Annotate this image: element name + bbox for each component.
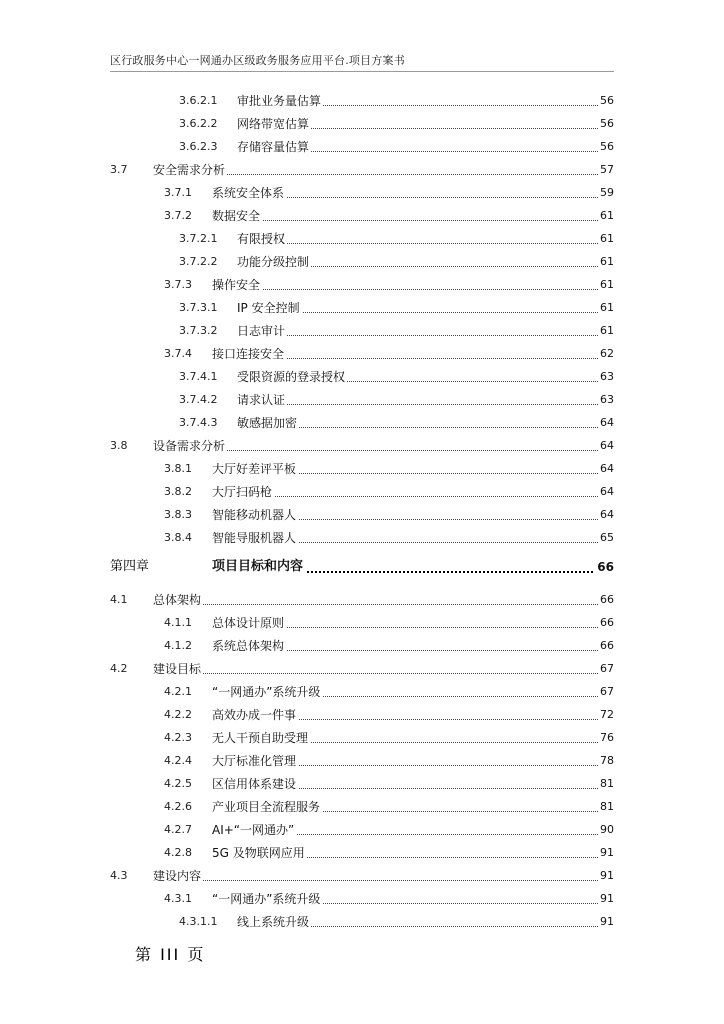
toc-entry[interactable] bbox=[0, 505, 724, 525]
toc-dot-leader bbox=[237, 335, 612, 336]
toc-entry-title: 总体设计原则 bbox=[212, 613, 286, 633]
toc-entry-page: 56 bbox=[598, 114, 614, 134]
toc-entry-page: 64 bbox=[598, 436, 614, 456]
toc-entry[interactable] bbox=[0, 705, 724, 725]
toc-entry-title: 有限授权 bbox=[237, 229, 287, 249]
toc-entry-number: 3.7.3.1 bbox=[179, 301, 218, 314]
toc-entry[interactable] bbox=[0, 436, 724, 456]
toc-entry[interactable] bbox=[0, 459, 724, 479]
toc-entry[interactable] bbox=[0, 659, 724, 679]
toc-entry-number: 3.7.3.2 bbox=[179, 324, 218, 337]
toc-entry-title: 受限资源的登录授权 bbox=[237, 367, 347, 387]
toc-entry-page: 61 bbox=[598, 252, 614, 272]
toc-entry[interactable] bbox=[0, 590, 724, 610]
toc-entry-title: 存储容量估算 bbox=[237, 137, 311, 157]
toc-entry[interactable] bbox=[0, 344, 724, 364]
toc-entry-number: 3.8 bbox=[110, 439, 128, 452]
toc-entry-title: 总体架构 bbox=[153, 590, 203, 610]
toc-entry-number: 3.6.2.1 bbox=[179, 94, 218, 107]
toc-entry-page: 61 bbox=[598, 229, 614, 249]
toc-entry-page: 81 bbox=[598, 797, 614, 817]
toc-entry-title: “一网通办”系统升级 bbox=[212, 682, 322, 702]
toc-entry-page: 63 bbox=[598, 367, 614, 387]
toc-entry-title: 大厅好差评平板 bbox=[212, 459, 298, 479]
toc-dot-leader bbox=[237, 404, 612, 405]
toc-entry-title: 设备需求分析 bbox=[153, 436, 227, 456]
toc-entry-number: 4.3 bbox=[110, 869, 128, 882]
toc-entry-number: 4.3.1.1 bbox=[179, 915, 218, 928]
header-divider bbox=[110, 71, 614, 72]
toc-entry-number: 3.8.4 bbox=[164, 531, 192, 544]
toc-chapter-entry[interactable] bbox=[0, 555, 724, 579]
toc-entry-title: 系统总体架构 bbox=[212, 636, 286, 656]
toc-entry-page: 66 bbox=[598, 636, 614, 656]
toc-entry[interactable] bbox=[0, 889, 724, 909]
toc-entry-title: 智能导服机器人 bbox=[212, 528, 298, 548]
toc-entry[interactable] bbox=[0, 728, 724, 748]
toc-entry-page: 64 bbox=[598, 505, 614, 525]
toc-entry-title: 接口连接安全 bbox=[212, 344, 286, 364]
toc-entry-number: 4.2.5 bbox=[164, 777, 192, 790]
toc-dot-leader bbox=[212, 289, 612, 290]
toc-entry-number: 3.8.2 bbox=[164, 485, 192, 498]
toc-entry-page: 61 bbox=[598, 275, 614, 295]
toc-entry-page: 76 bbox=[598, 728, 614, 748]
toc-entry[interactable] bbox=[0, 413, 724, 433]
toc-entry-page: 64 bbox=[598, 459, 614, 479]
toc-dot-leader bbox=[153, 604, 612, 605]
toc-entry-number: 3.7.2 bbox=[164, 209, 192, 222]
toc-entry-page: 64 bbox=[598, 413, 614, 433]
toc-entry-page: 91 bbox=[598, 889, 614, 909]
toc-entry[interactable] bbox=[0, 636, 724, 656]
toc-entry-number: 3.7.4.3 bbox=[179, 416, 218, 429]
toc-entry-title: 系统安全体系 bbox=[212, 183, 286, 203]
toc-entry-page: 81 bbox=[598, 774, 614, 794]
toc-entry-title: 建设内容 bbox=[153, 866, 203, 886]
toc-entry[interactable] bbox=[0, 367, 724, 387]
toc-entry-number: 4.2.8 bbox=[164, 846, 192, 859]
toc-entry-number: 4.2.3 bbox=[164, 731, 192, 744]
toc-dot-leader bbox=[153, 673, 612, 674]
toc-entry[interactable] bbox=[0, 183, 724, 203]
toc-entry-title: “一网通办”系统升级 bbox=[212, 889, 322, 909]
toc-entry[interactable] bbox=[0, 206, 724, 226]
toc-entry-page: 61 bbox=[598, 321, 614, 341]
toc-entry-number: 4.1.1 bbox=[164, 616, 192, 629]
toc-entry-title: 数据安全 bbox=[212, 206, 262, 226]
toc-entry-title: IP 安全控制 bbox=[237, 298, 302, 318]
toc-entry[interactable] bbox=[0, 843, 724, 863]
toc-entry-page: 67 bbox=[598, 659, 614, 679]
toc-entry-title: 高效办成一件事 bbox=[212, 705, 298, 725]
toc-entry-title: 大厅扫码枪 bbox=[212, 482, 274, 502]
toc-entry-title: 5G 及物联网应用 bbox=[212, 843, 307, 863]
toc-entry-title: 安全需求分析 bbox=[153, 160, 227, 180]
toc-entry[interactable] bbox=[0, 866, 724, 886]
toc-entry[interactable] bbox=[0, 912, 724, 932]
toc-entry-number: 3.7.4.1 bbox=[179, 370, 218, 383]
toc-entry[interactable] bbox=[0, 321, 724, 341]
toc-entry-page: 67 bbox=[598, 682, 614, 702]
toc-entry-number: 3.7.1 bbox=[164, 186, 192, 199]
toc-entry-title: 大厅标准化管理 bbox=[212, 751, 298, 771]
toc-entry-title: 审批业务量估算 bbox=[237, 91, 323, 111]
toc-dot-leader bbox=[212, 220, 612, 221]
toc-entry-number: 4.2 bbox=[110, 662, 128, 675]
toc-entry[interactable] bbox=[0, 91, 724, 111]
toc-entry-number: 3.7.3 bbox=[164, 278, 192, 291]
toc-entry-title: 功能分级控制 bbox=[237, 252, 311, 272]
toc-entry[interactable] bbox=[0, 252, 724, 272]
toc-entry-page: 64 bbox=[598, 482, 614, 502]
toc-entry-page: 63 bbox=[598, 390, 614, 410]
toc-entry[interactable] bbox=[0, 528, 724, 548]
toc-entry[interactable] bbox=[0, 114, 724, 134]
toc-entry-page: 91 bbox=[598, 912, 614, 932]
toc-entry[interactable] bbox=[0, 160, 724, 180]
toc-entry-title: 产业项目全流程服务 bbox=[212, 797, 322, 817]
toc-entry-page: 78 bbox=[598, 751, 614, 771]
toc-entry-number: 4.2.4 bbox=[164, 754, 192, 767]
page-number-footer: 第 III 页 bbox=[135, 945, 206, 964]
toc-entry-page: 57 bbox=[598, 160, 614, 180]
toc-entry[interactable] bbox=[0, 137, 724, 157]
toc-entry[interactable] bbox=[0, 774, 724, 794]
toc-entry-number: 4.3.1 bbox=[164, 892, 192, 905]
toc-entry-page: 62 bbox=[598, 344, 614, 364]
toc-entry-title: AI+“一网通办” bbox=[212, 820, 296, 840]
toc-entry-page: 65 bbox=[598, 528, 614, 548]
toc-entry-number: 4.2.7 bbox=[164, 823, 192, 836]
toc-entry-page: 59 bbox=[598, 183, 614, 203]
toc-entry-page: 66 bbox=[598, 590, 614, 610]
toc-entry-page: 72 bbox=[598, 705, 614, 725]
toc-entry-page: 91 bbox=[598, 866, 614, 886]
toc-entry-number: 4.2.2 bbox=[164, 708, 192, 721]
toc-entry-title: 区信用体系建设 bbox=[212, 774, 298, 794]
toc-entry-number: 4.2.1 bbox=[164, 685, 192, 698]
toc-entry-page: 61 bbox=[598, 298, 614, 318]
document-header: 区行政服务中心一网通办区级政务服务应用平台.项目方案书 bbox=[110, 54, 405, 67]
toc-entry-number: 3.7.2.1 bbox=[179, 232, 218, 245]
toc-entry[interactable] bbox=[0, 613, 724, 633]
toc-entry[interactable] bbox=[0, 682, 724, 702]
toc-entry[interactable] bbox=[0, 751, 724, 771]
toc-entry[interactable] bbox=[0, 229, 724, 249]
toc-entry-page: 56 bbox=[598, 91, 614, 111]
toc-entry-page: 90 bbox=[598, 820, 614, 840]
toc-entry-title: 无人干预自助受理 bbox=[212, 728, 310, 748]
toc-entry-title: 敏感据加密 bbox=[237, 413, 299, 433]
toc-entry-number: 3.7.2.2 bbox=[179, 255, 218, 268]
toc-entry[interactable] bbox=[0, 482, 724, 502]
toc-entry-page: 66 bbox=[598, 613, 614, 633]
toc-entry-number: 3.6.2.3 bbox=[179, 140, 218, 153]
toc-entry[interactable] bbox=[0, 298, 724, 318]
toc-entry-title: 操作安全 bbox=[212, 275, 262, 295]
toc-entry-number: 3.7.4 bbox=[164, 347, 192, 360]
toc-entry-number: 3.7.4.2 bbox=[179, 393, 218, 406]
toc-entry-number: 4.1 bbox=[110, 593, 128, 606]
toc-entry-title: 建设目标 bbox=[153, 659, 203, 679]
toc-entry[interactable] bbox=[0, 390, 724, 410]
toc-entry-page: 56 bbox=[598, 137, 614, 157]
toc-entry-number: 3.8.3 bbox=[164, 508, 192, 521]
toc-entry[interactable] bbox=[0, 275, 724, 295]
toc-entry-number: 3.6.2.2 bbox=[179, 117, 218, 130]
toc-entry-page: 66 bbox=[595, 555, 614, 579]
toc-entry-page: 91 bbox=[598, 843, 614, 863]
toc-dot-leader bbox=[153, 880, 612, 881]
toc-entry-number: 3.7 bbox=[110, 163, 128, 176]
toc-entry-title: 请求认证 bbox=[237, 390, 287, 410]
toc-entry-number: 3.8.1 bbox=[164, 462, 192, 475]
toc-entry-page: 61 bbox=[598, 206, 614, 226]
toc-entry-number: 第四章 bbox=[110, 559, 150, 574]
toc-entry-title: 线上系统升级 bbox=[237, 912, 311, 932]
toc-entry-title: 项目目标和内容 bbox=[212, 555, 305, 579]
toc-dot-leader bbox=[237, 243, 612, 244]
toc-entry[interactable] bbox=[0, 797, 724, 817]
toc-entry-number: 4.2.6 bbox=[164, 800, 192, 813]
toc-entry[interactable] bbox=[0, 820, 724, 840]
toc-entry-title: 智能移动机器人 bbox=[212, 505, 298, 525]
toc-entry-number: 4.1.2 bbox=[164, 639, 192, 652]
toc-entry-title: 日志审计 bbox=[237, 321, 287, 341]
toc-entry-title: 网络带宽估算 bbox=[237, 114, 311, 134]
